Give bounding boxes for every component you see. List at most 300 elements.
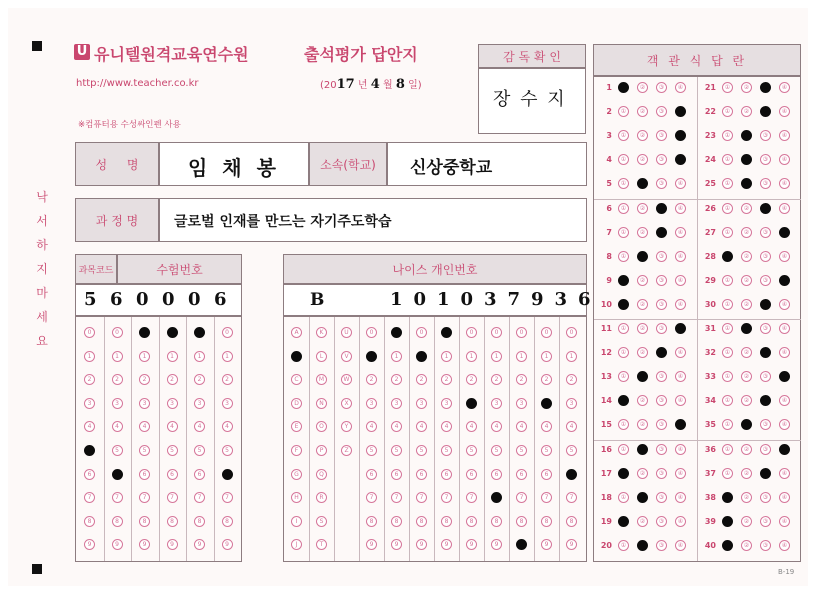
- neis-bubble[interactable]: P: [316, 445, 327, 456]
- answer-bubble[interactable]: ③: [760, 275, 771, 286]
- neis-bubble[interactable]: L: [316, 351, 327, 362]
- neis-bubble[interactable]: 0: [491, 327, 502, 338]
- exam-bubble[interactable]: 9: [222, 539, 233, 550]
- neis-bubble[interactable]: H: [291, 492, 302, 503]
- answer-bubble[interactable]: ②: [741, 323, 752, 334]
- neis-bubble[interactable]: 5: [416, 445, 427, 456]
- exam-bubble[interactable]: 7: [84, 492, 95, 503]
- neis-bubble[interactable]: 3: [466, 398, 477, 409]
- neis-bubble[interactable]: 4: [566, 421, 577, 432]
- neis-bubble[interactable]: 2: [566, 374, 577, 385]
- answer-bubble[interactable]: ③: [656, 178, 667, 189]
- neis-bubble[interactable]: B: [291, 351, 302, 362]
- answer-bubble[interactable]: ①: [722, 468, 733, 479]
- answer-bubble[interactable]: ①: [722, 154, 733, 165]
- answer-bubble[interactable]: ①: [722, 82, 733, 93]
- neis-bubble[interactable]: Y: [341, 421, 352, 432]
- answer-bubble[interactable]: ①: [722, 419, 733, 430]
- answer-bubble[interactable]: ③: [760, 395, 771, 406]
- answer-bubble[interactable]: ③: [760, 227, 771, 238]
- neis-bubble[interactable]: 3: [391, 398, 402, 409]
- answer-bubble[interactable]: ④: [675, 395, 686, 406]
- neis-bubble[interactable]: 7: [566, 492, 577, 503]
- answer-bubble[interactable]: ④: [675, 540, 686, 551]
- answer-bubble[interactable]: ②: [637, 323, 648, 334]
- answer-bubble[interactable]: ③: [656, 227, 667, 238]
- answer-bubble[interactable]: ④: [779, 395, 790, 406]
- answer-bubble[interactable]: ③: [760, 251, 771, 262]
- neis-bubble[interactable]: J: [291, 539, 302, 550]
- exam-bubble[interactable]: 2: [222, 374, 233, 385]
- answer-bubble[interactable]: ②: [741, 275, 752, 286]
- neis-bubble[interactable]: 0: [516, 327, 527, 338]
- exam-bubble[interactable]: 1: [84, 351, 95, 362]
- exam-bubble[interactable]: 8: [222, 516, 233, 527]
- neis-bubble[interactable]: F: [291, 445, 302, 456]
- answer-bubble[interactable]: ④: [779, 347, 790, 358]
- exam-bubble[interactable]: 3: [222, 398, 233, 409]
- answer-bubble[interactable]: ③: [760, 82, 771, 93]
- school-field[interactable]: [387, 142, 587, 186]
- exam-bubble[interactable]: 9: [167, 539, 178, 550]
- exam-bubble[interactable]: 0: [167, 327, 178, 338]
- answer-bubble[interactable]: ③: [656, 516, 667, 527]
- exam-bubble[interactable]: 5: [112, 445, 123, 456]
- answer-bubble[interactable]: ①: [722, 540, 733, 551]
- exam-bubble[interactable]: 2: [139, 374, 150, 385]
- answer-bubble[interactable]: ①: [722, 251, 733, 262]
- neis-bubble[interactable]: 8: [566, 516, 577, 527]
- neis-bubble[interactable]: 8: [366, 516, 377, 527]
- answer-bubble[interactable]: ①: [618, 203, 629, 214]
- answer-bubble[interactable]: ①: [618, 540, 629, 551]
- neis-bubble[interactable]: 6: [416, 469, 427, 480]
- answer-bubble[interactable]: ②: [741, 251, 752, 262]
- neis-bubble[interactable]: 6: [491, 469, 502, 480]
- neis-bubble[interactable]: K: [316, 327, 327, 338]
- neis-bubble[interactable]: R: [316, 492, 327, 503]
- neis-bubble[interactable]: 4: [491, 421, 502, 432]
- answer-bubble[interactable]: ④: [675, 154, 686, 165]
- neis-bubble[interactable]: 5: [466, 445, 477, 456]
- answer-bubble[interactable]: ①: [618, 323, 629, 334]
- exam-bubble[interactable]: 0: [112, 327, 123, 338]
- answer-bubble[interactable]: ③: [760, 347, 771, 358]
- answer-bubble[interactable]: ③: [656, 540, 667, 551]
- exam-bubble[interactable]: 3: [167, 398, 178, 409]
- answer-bubble[interactable]: ④: [779, 540, 790, 551]
- neis-bubble[interactable]: 9: [441, 539, 452, 550]
- answer-bubble[interactable]: ①: [722, 347, 733, 358]
- answer-bubble[interactable]: ①: [722, 395, 733, 406]
- answer-bubble[interactable]: ②: [637, 154, 648, 165]
- answer-bubble[interactable]: ③: [760, 130, 771, 141]
- answer-bubble[interactable]: ④: [675, 251, 686, 262]
- answer-bubble[interactable]: ②: [741, 492, 752, 503]
- answer-bubble[interactable]: ②: [637, 516, 648, 527]
- neis-bubble[interactable]: 5: [541, 445, 552, 456]
- answer-bubble[interactable]: ④: [675, 323, 686, 334]
- exam-number-written[interactable]: [75, 284, 242, 316]
- neis-bubble[interactable]: 7: [541, 492, 552, 503]
- neis-bubble[interactable]: O: [316, 421, 327, 432]
- exam-bubble[interactable]: 2: [84, 374, 95, 385]
- neis-bubble[interactable]: 4: [466, 421, 477, 432]
- answer-bubble[interactable]: ①: [618, 419, 629, 430]
- name-field[interactable]: [159, 142, 309, 186]
- answer-bubble[interactable]: ④: [779, 106, 790, 117]
- neis-bubble[interactable]: 6: [516, 469, 527, 480]
- neis-bubble[interactable]: 2: [541, 374, 552, 385]
- answer-bubble[interactable]: ③: [760, 154, 771, 165]
- neis-bubble[interactable]: 0: [541, 327, 552, 338]
- answer-bubble[interactable]: ②: [637, 178, 648, 189]
- answer-bubble[interactable]: ②: [741, 347, 752, 358]
- neis-bubble[interactable]: 1: [391, 351, 402, 362]
- answer-bubble[interactable]: ④: [675, 492, 686, 503]
- exam-bubble[interactable]: 9: [194, 539, 205, 550]
- neis-bubble[interactable]: 2: [491, 374, 502, 385]
- neis-bubble[interactable]: 2: [416, 374, 427, 385]
- neis-bubble[interactable]: U: [341, 327, 352, 338]
- neis-bubble[interactable]: A: [291, 327, 302, 338]
- answer-bubble[interactable]: ①: [722, 178, 733, 189]
- neis-bubble[interactable]: 1: [491, 351, 502, 362]
- answer-bubble[interactable]: ②: [637, 540, 648, 551]
- answer-bubble[interactable]: ④: [675, 82, 686, 93]
- exam-bubble[interactable]: 3: [194, 398, 205, 409]
- exam-bubble[interactable]: 1: [112, 351, 123, 362]
- exam-bubble[interactable]: 0: [84, 327, 95, 338]
- answer-bubble[interactable]: ①: [722, 492, 733, 503]
- exam-bubble[interactable]: 7: [222, 492, 233, 503]
- exam-bubble[interactable]: 8: [139, 516, 150, 527]
- answer-bubble[interactable]: ②: [741, 227, 752, 238]
- answer-bubble[interactable]: ③: [760, 323, 771, 334]
- exam-bubble[interactable]: 4: [84, 421, 95, 432]
- answer-bubble[interactable]: ②: [637, 130, 648, 141]
- neis-bubble[interactable]: V: [341, 351, 352, 362]
- neis-bubble[interactable]: 6: [366, 469, 377, 480]
- neis-bubble[interactable]: 8: [391, 516, 402, 527]
- answer-bubble[interactable]: ②: [637, 371, 648, 382]
- exam-bubble[interactable]: 6: [84, 469, 95, 480]
- answer-bubble[interactable]: ④: [675, 468, 686, 479]
- exam-bubble[interactable]: 4: [139, 421, 150, 432]
- answer-bubble[interactable]: ③: [656, 299, 667, 310]
- supervisor-signature-box[interactable]: [478, 68, 586, 134]
- answer-bubble[interactable]: ④: [779, 371, 790, 382]
- neis-bubble[interactable]: 5: [566, 445, 577, 456]
- answer-bubble[interactable]: ③: [656, 444, 667, 455]
- answer-bubble[interactable]: ①: [722, 444, 733, 455]
- neis-bubble[interactable]: M: [316, 374, 327, 385]
- neis-bubble[interactable]: 0: [566, 327, 577, 338]
- answer-bubble[interactable]: ③: [760, 203, 771, 214]
- answer-bubble[interactable]: ③: [760, 540, 771, 551]
- answer-bubble[interactable]: ③: [656, 82, 667, 93]
- answer-bubble[interactable]: ②: [741, 371, 752, 382]
- exam-bubble[interactable]: 4: [112, 421, 123, 432]
- neis-bubble[interactable]: Z: [341, 445, 352, 456]
- neis-bubble[interactable]: 9: [466, 539, 477, 550]
- neis-bubble[interactable]: 5: [441, 445, 452, 456]
- answer-bubble[interactable]: ①: [618, 275, 629, 286]
- neis-bubble[interactable]: 6: [541, 469, 552, 480]
- answer-bubble[interactable]: ①: [722, 130, 733, 141]
- answer-bubble[interactable]: ①: [722, 371, 733, 382]
- neis-bubble[interactable]: 8: [441, 516, 452, 527]
- answer-bubble[interactable]: ②: [741, 154, 752, 165]
- neis-bubble[interactable]: 4: [516, 421, 527, 432]
- answer-bubble[interactable]: ②: [741, 395, 752, 406]
- answer-bubble[interactable]: ③: [656, 251, 667, 262]
- neis-bubble[interactable]: X: [341, 398, 352, 409]
- answer-bubble[interactable]: ④: [675, 444, 686, 455]
- neis-bubble[interactable]: 7: [366, 492, 377, 503]
- neis-bubble[interactable]: 8: [416, 516, 427, 527]
- exam-bubble[interactable]: 7: [112, 492, 123, 503]
- exam-bubble[interactable]: 9: [112, 539, 123, 550]
- neis-bubble[interactable]: 9: [541, 539, 552, 550]
- answer-bubble[interactable]: ①: [618, 299, 629, 310]
- answer-bubble[interactable]: ①: [722, 323, 733, 334]
- neis-bubble[interactable]: 8: [491, 516, 502, 527]
- answer-bubble[interactable]: ④: [675, 347, 686, 358]
- answer-bubble[interactable]: ③: [656, 323, 667, 334]
- answer-bubble[interactable]: ③: [656, 371, 667, 382]
- answer-bubble[interactable]: ④: [779, 227, 790, 238]
- neis-bubble[interactable]: 8: [541, 516, 552, 527]
- exam-bubble[interactable]: 6: [139, 469, 150, 480]
- answer-bubble[interactable]: ②: [637, 275, 648, 286]
- neis-bubble[interactable]: 5: [491, 445, 502, 456]
- answer-bubble[interactable]: ②: [637, 492, 648, 503]
- neis-bubble[interactable]: 2: [441, 374, 452, 385]
- answer-bubble[interactable]: ①: [618, 444, 629, 455]
- neis-bubble[interactable]: 9: [416, 539, 427, 550]
- neis-bubble[interactable]: 4: [541, 421, 552, 432]
- neis-bubble[interactable]: 9: [516, 539, 527, 550]
- answer-bubble[interactable]: ①: [722, 227, 733, 238]
- answer-bubble[interactable]: ④: [779, 492, 790, 503]
- answer-bubble[interactable]: ③: [656, 492, 667, 503]
- answer-bubble[interactable]: ①: [618, 347, 629, 358]
- neis-bubble[interactable]: 7: [466, 492, 477, 503]
- answer-bubble[interactable]: ①: [618, 468, 629, 479]
- exam-bubble[interactable]: 7: [139, 492, 150, 503]
- exam-bubble[interactable]: 4: [194, 421, 205, 432]
- answer-bubble[interactable]: ②: [741, 540, 752, 551]
- answer-bubble[interactable]: ④: [779, 275, 790, 286]
- answer-bubble[interactable]: ④: [779, 444, 790, 455]
- answer-bubble[interactable]: ①: [618, 154, 629, 165]
- answer-bubble[interactable]: ③: [760, 492, 771, 503]
- exam-bubble[interactable]: 2: [194, 374, 205, 385]
- neis-bubble[interactable]: 1: [541, 351, 552, 362]
- answer-bubble[interactable]: ②: [637, 227, 648, 238]
- answer-bubble[interactable]: ②: [637, 251, 648, 262]
- answer-bubble[interactable]: ④: [779, 323, 790, 334]
- neis-bubble[interactable]: S: [316, 516, 327, 527]
- neis-bubble[interactable]: 4: [366, 421, 377, 432]
- neis-bubble[interactable]: 7: [516, 492, 527, 503]
- answer-bubble[interactable]: ④: [779, 130, 790, 141]
- answer-bubble[interactable]: ②: [637, 395, 648, 406]
- neis-bubble[interactable]: 4: [441, 421, 452, 432]
- answer-bubble[interactable]: ③: [656, 347, 667, 358]
- answer-bubble[interactable]: ①: [722, 299, 733, 310]
- exam-bubble[interactable]: 5: [194, 445, 205, 456]
- neis-bubble[interactable]: 3: [491, 398, 502, 409]
- exam-bubble[interactable]: 5: [167, 445, 178, 456]
- exam-bubble[interactable]: 7: [194, 492, 205, 503]
- answer-bubble[interactable]: ②: [637, 106, 648, 117]
- neis-bubble[interactable]: 4: [416, 421, 427, 432]
- answer-bubble[interactable]: ①: [618, 130, 629, 141]
- course-field[interactable]: [159, 198, 587, 242]
- neis-bubble[interactable]: 2: [516, 374, 527, 385]
- exam-bubble[interactable]: 1: [194, 351, 205, 362]
- answer-bubble[interactable]: ④: [675, 203, 686, 214]
- answer-bubble[interactable]: ②: [741, 178, 752, 189]
- answer-bubble[interactable]: ③: [656, 468, 667, 479]
- exam-bubble[interactable]: 7: [167, 492, 178, 503]
- neis-bubble[interactable]: Q: [316, 469, 327, 480]
- neis-bubble[interactable]: 1: [441, 351, 452, 362]
- exam-bubble[interactable]: 8: [84, 516, 95, 527]
- neis-bubble[interactable]: 7: [491, 492, 502, 503]
- neis-bubble[interactable]: 7: [441, 492, 452, 503]
- answer-bubble[interactable]: ③: [656, 395, 667, 406]
- neis-bubble[interactable]: C: [291, 374, 302, 385]
- neis-bubble[interactable]: 0: [366, 327, 377, 338]
- answer-bubble[interactable]: ②: [741, 82, 752, 93]
- exam-bubble[interactable]: 3: [139, 398, 150, 409]
- neis-bubble[interactable]: 9: [366, 539, 377, 550]
- neis-bubble[interactable]: 2: [466, 374, 477, 385]
- answer-bubble[interactable]: ②: [741, 299, 752, 310]
- exam-bubble[interactable]: 6: [222, 469, 233, 480]
- answer-bubble[interactable]: ②: [741, 516, 752, 527]
- neis-bubble[interactable]: 5: [516, 445, 527, 456]
- neis-bubble[interactable]: N: [316, 398, 327, 409]
- neis-bubble[interactable]: 3: [416, 398, 427, 409]
- exam-bubble[interactable]: 1: [139, 351, 150, 362]
- exam-bubble[interactable]: 8: [167, 516, 178, 527]
- neis-bubble[interactable]: 3: [566, 398, 577, 409]
- answer-bubble[interactable]: ④: [779, 178, 790, 189]
- answer-bubble[interactable]: ②: [741, 468, 752, 479]
- answer-bubble[interactable]: ④: [675, 299, 686, 310]
- neis-bubble[interactable]: 9: [391, 539, 402, 550]
- neis-bubble[interactable]: 4: [391, 421, 402, 432]
- answer-bubble[interactable]: ①: [722, 516, 733, 527]
- neis-bubble[interactable]: 6: [466, 469, 477, 480]
- neis-bubble[interactable]: 3: [366, 398, 377, 409]
- neis-bubble[interactable]: 9: [491, 539, 502, 550]
- answer-bubble[interactable]: ①: [618, 395, 629, 406]
- answer-bubble[interactable]: ②: [741, 419, 752, 430]
- answer-bubble[interactable]: ④: [779, 203, 790, 214]
- neis-bubble[interactable]: 3: [441, 398, 452, 409]
- answer-bubble[interactable]: ③: [656, 130, 667, 141]
- answer-bubble[interactable]: ④: [675, 371, 686, 382]
- exam-bubble[interactable]: 0: [222, 327, 233, 338]
- answer-bubble[interactable]: ④: [675, 227, 686, 238]
- answer-bubble[interactable]: ④: [675, 419, 686, 430]
- answer-bubble[interactable]: ②: [637, 347, 648, 358]
- answer-bubble[interactable]: ③: [760, 516, 771, 527]
- exam-bubble[interactable]: 4: [167, 421, 178, 432]
- exam-bubble[interactable]: 5: [222, 445, 233, 456]
- neis-bubble[interactable]: T: [316, 539, 327, 550]
- answer-bubble[interactable]: ②: [741, 106, 752, 117]
- neis-written[interactable]: [283, 284, 591, 316]
- answer-bubble[interactable]: ①: [618, 82, 629, 93]
- exam-bubble[interactable]: 5: [84, 445, 95, 456]
- answer-bubble[interactable]: ①: [618, 106, 629, 117]
- answer-bubble[interactable]: ④: [779, 468, 790, 479]
- answer-bubble[interactable]: ③: [760, 106, 771, 117]
- answer-bubble[interactable]: ①: [618, 251, 629, 262]
- answer-bubble[interactable]: ③: [760, 299, 771, 310]
- exam-bubble[interactable]: 8: [194, 516, 205, 527]
- neis-bubble[interactable]: W: [341, 374, 352, 385]
- neis-bubble[interactable]: D: [291, 398, 302, 409]
- answer-bubble[interactable]: ④: [779, 251, 790, 262]
- answer-bubble[interactable]: ①: [618, 492, 629, 503]
- answer-bubble[interactable]: ②: [637, 299, 648, 310]
- neis-bubble[interactable]: 1: [466, 351, 477, 362]
- exam-bubble[interactable]: 5: [139, 445, 150, 456]
- answer-bubble[interactable]: ①: [618, 178, 629, 189]
- answer-bubble[interactable]: ④: [779, 299, 790, 310]
- answer-bubble[interactable]: ①: [618, 371, 629, 382]
- answer-bubble[interactable]: ③: [760, 178, 771, 189]
- exam-bubble[interactable]: 6: [167, 469, 178, 480]
- neis-bubble[interactable]: G: [291, 469, 302, 480]
- neis-bubble[interactable]: 0: [466, 327, 477, 338]
- answer-bubble[interactable]: ②: [637, 419, 648, 430]
- answer-bubble[interactable]: ②: [637, 203, 648, 214]
- answer-bubble[interactable]: ②: [741, 444, 752, 455]
- neis-bubble[interactable]: 7: [391, 492, 402, 503]
- neis-bubble[interactable]: 5: [366, 445, 377, 456]
- exam-bubble[interactable]: 0: [194, 327, 205, 338]
- neis-bubble[interactable]: 3: [516, 398, 527, 409]
- answer-bubble[interactable]: ①: [618, 516, 629, 527]
- exam-bubble[interactable]: 2: [167, 374, 178, 385]
- answer-bubble[interactable]: ③: [656, 106, 667, 117]
- neis-bubble[interactable]: 1: [516, 351, 527, 362]
- answer-bubble[interactable]: ②: [637, 468, 648, 479]
- neis-bubble[interactable]: 2: [366, 374, 377, 385]
- answer-bubble[interactable]: ②: [637, 444, 648, 455]
- exam-bubble[interactable]: 6: [194, 469, 205, 480]
- answer-bubble[interactable]: ②: [741, 130, 752, 141]
- neis-bubble[interactable]: I: [291, 516, 302, 527]
- answer-bubble[interactable]: ④: [675, 516, 686, 527]
- neis-bubble[interactable]: 0: [441, 327, 452, 338]
- exam-bubble[interactable]: 6: [112, 469, 123, 480]
- neis-bubble[interactable]: 0: [416, 327, 427, 338]
- answer-bubble[interactable]: ③: [760, 444, 771, 455]
- answer-bubble[interactable]: ④: [779, 154, 790, 165]
- neis-bubble[interactable]: 8: [466, 516, 477, 527]
- exam-bubble[interactable]: 2: [112, 374, 123, 385]
- exam-bubble[interactable]: 3: [112, 398, 123, 409]
